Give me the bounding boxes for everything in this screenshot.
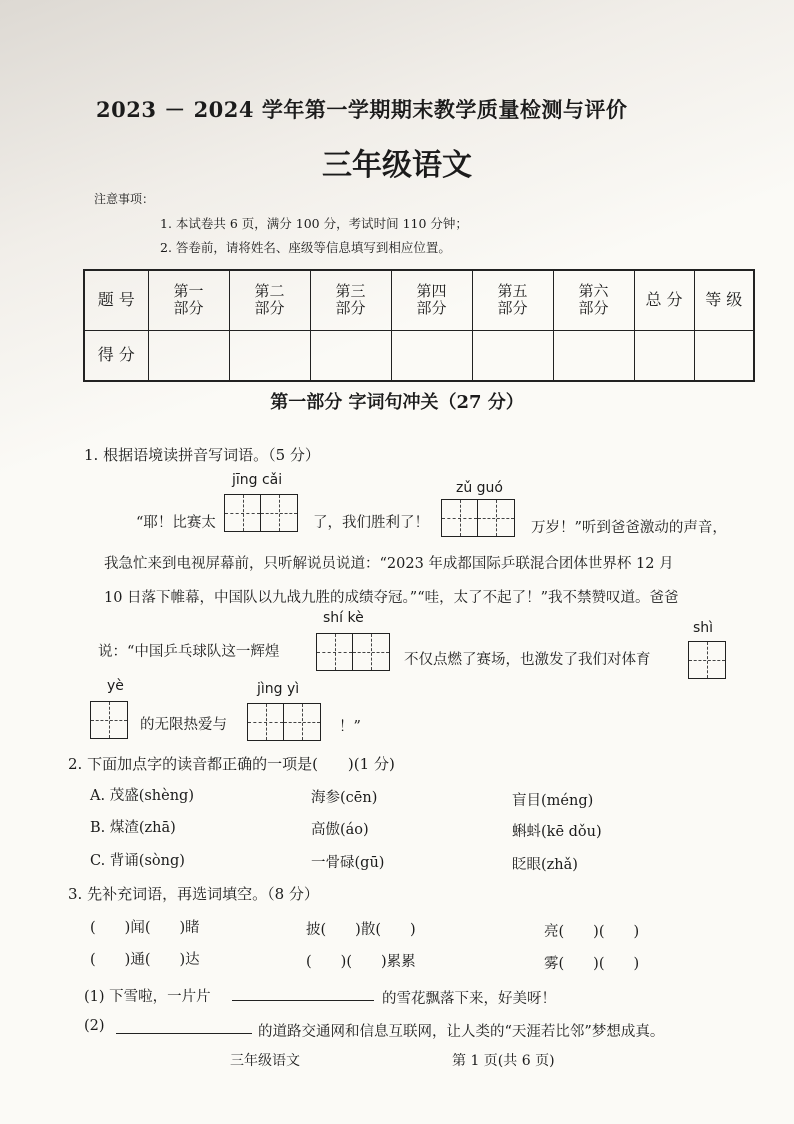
option-a[interactable]: A. 茂盛(shèng): [90, 788, 194, 804]
fill-idiom[interactable]: 亮( )( ): [544, 924, 640, 940]
tianzige-answer-box[interactable]: [441, 499, 515, 537]
passage-text: 我急忙来到电视屏幕前，只听解说员说道：“2023 年成都国际乒联混合团体世界杯 12 月: [104, 556, 674, 572]
question-3-stem: 3. 先补充词语，再选词填空。（8 分）: [68, 885, 319, 903]
pinyin-label: jīng cǎi: [232, 472, 283, 488]
tianzige-answer-box[interactable]: [90, 701, 128, 739]
option-b-word2: 高傲(áo): [311, 822, 369, 838]
passage-text: 了，我们胜利了！: [313, 515, 429, 531]
sentence-1-end: 的雪花飘落下来，好美呀！: [382, 991, 556, 1007]
note-item: 1. 本试卷共 6 页，满分 100 分，考试时间 110 分钟；: [160, 216, 468, 231]
option-c-word3: 眨眼(zhǎ): [512, 857, 578, 873]
fill-idiom[interactable]: ( )通( )达: [90, 952, 200, 968]
column-header-part1: 第一 部分: [148, 270, 229, 330]
fill-idiom[interactable]: 雾( )( ): [544, 956, 640, 972]
passage-text: 说：“中国乒乓球队这一辉煌: [98, 644, 280, 660]
score-cell-total[interactable]: [634, 330, 694, 381]
exam-subtitle: 三年级语文: [322, 148, 472, 183]
note-item: 2. 答卷前，请将姓名、座级等信息填写到相应位置。: [160, 240, 451, 255]
tianzige-answer-box[interactable]: [247, 703, 321, 741]
column-header-part5: 第五 部分: [472, 270, 553, 330]
score-cell-grade[interactable]: [694, 330, 754, 381]
fill-idiom[interactable]: ( )( )累累: [306, 954, 416, 970]
pinyin-label: yè: [107, 678, 124, 694]
question-1-stem: 1. 根据语境读拼音写词语。（5 分）: [84, 446, 320, 464]
column-header-part3: 第三 部分: [310, 270, 391, 330]
option-b-word3: 蝌蚪(kē dǒu): [512, 824, 602, 840]
tianzige-answer-box[interactable]: [224, 494, 298, 532]
exam-title: 2023 － 2024 学年第一学期期末教学质量检测与评价: [96, 97, 628, 122]
fill-idiom[interactable]: ( )闻( )睹: [90, 920, 200, 936]
passage-text: ！”: [339, 719, 361, 735]
option-a-word2: 海参(cēn): [311, 790, 378, 806]
option-c[interactable]: C. 背诵(sòng): [90, 853, 185, 869]
column-header-part2: 第二 部分: [229, 270, 310, 330]
score-cell[interactable]: [391, 330, 472, 381]
footer-subject: 三年级语文: [230, 1053, 300, 1069]
score-table: [83, 269, 755, 382]
score-cell[interactable]: [229, 330, 310, 381]
tianzige-answer-box[interactable]: [688, 641, 726, 679]
footer-page-number: 第 1 页(共 6 页): [452, 1053, 555, 1069]
sentence-2-start: (2): [84, 1018, 105, 1034]
answer-blank[interactable]: [116, 1033, 252, 1034]
pinyin-label: shí kè: [323, 610, 364, 626]
answer-blank[interactable]: [232, 1000, 374, 1001]
sentence-2-end: 的道路交通网和信息互联网，让人类的“天涯若比邻”梦想成真。: [258, 1024, 665, 1040]
column-header-grade: 等 级: [694, 270, 754, 330]
section-title: 第一部分 字词句冲关（27 分）: [270, 392, 524, 413]
tianzige-answer-box[interactable]: [316, 633, 390, 671]
column-header-total: 总 分: [634, 270, 694, 330]
option-a-word3: 盲目(méng): [512, 793, 594, 809]
pinyin-label: jìng yì: [257, 681, 300, 697]
passage-text: “耶！比赛太: [136, 515, 216, 531]
row-header-label: 题 号: [84, 270, 148, 330]
score-cell[interactable]: [472, 330, 553, 381]
sentence-1-start: (1) 下雪啦，一片片: [84, 989, 211, 1005]
passage-text: 10 日落下帷幕，中国队以九战九胜的成绩夺冠。”“哇，太了不起了！”我不禁赞叹道。爸爸: [104, 590, 679, 606]
pinyin-label: zǔ guó: [456, 480, 503, 496]
pinyin-label: shì: [693, 620, 714, 636]
option-b[interactable]: B. 煤渣(zhā): [90, 820, 176, 836]
score-cell[interactable]: [148, 330, 229, 381]
option-c-word2: 一骨碌(gū): [311, 855, 385, 871]
score-cell[interactable]: [553, 330, 634, 381]
passage-text: 不仅点燃了赛场，也激发了我们对体育: [404, 652, 651, 668]
passage-text: 的无限热爱与: [140, 717, 227, 733]
score-row-label: 得 分: [84, 330, 148, 381]
fill-idiom[interactable]: 披( )散( ): [306, 922, 416, 938]
column-header-part4: 第四 部分: [391, 270, 472, 330]
question-2-stem: 2. 下面加点字的读音都正确的一项是( )(1 分): [68, 755, 395, 773]
passage-text: 万岁！”听到爸爸激动的声音，: [531, 520, 727, 536]
notes-heading: 注意事项：: [94, 192, 155, 206]
score-cell[interactable]: [310, 330, 391, 381]
column-header-part6: 第六 部分: [553, 270, 634, 330]
